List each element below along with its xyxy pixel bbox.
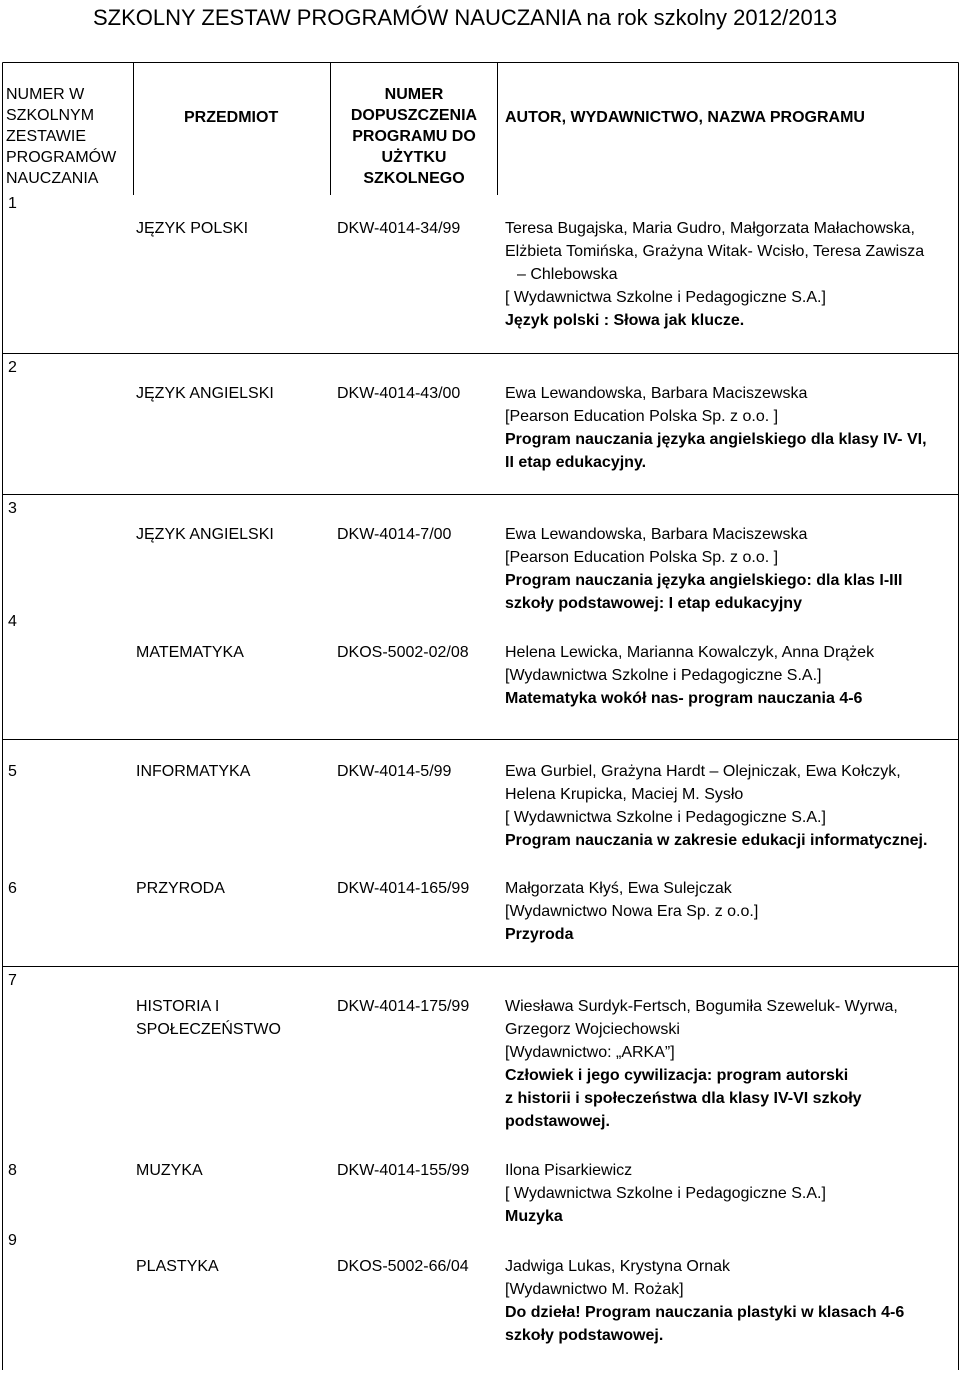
row-code: DKW-4014-34/99 bbox=[337, 220, 461, 237]
row-author-line: Jadwiga Lukas, Krystyna Ornak bbox=[505, 1258, 730, 1275]
header-text: NAUCZANIA bbox=[6, 170, 99, 187]
row-program: Muzyka bbox=[505, 1208, 563, 1225]
row-program: Do dzieła! Program nauczania plastyki w klasach 4-6 bbox=[505, 1304, 905, 1321]
page-title: SZKOLNY ZESTAW PROGRAMÓW NAUCZANIA na rok szkolny 2012/2013 bbox=[93, 5, 838, 30]
header-col-code bbox=[340, 84, 488, 189]
row-subject: JĘZYK ANGIELSKI bbox=[136, 385, 274, 402]
row-author-line: Teresa Bugajska, Maria Gudro, Małgorzata Małachowska, bbox=[505, 220, 915, 237]
row-code: DKW-4014-5/99 bbox=[337, 763, 452, 780]
row-subject: JĘZYK ANGIELSKI bbox=[136, 526, 274, 543]
header-col-number bbox=[6, 84, 117, 189]
row-subject: MUZYKA bbox=[136, 1162, 203, 1179]
row-number: 5 bbox=[8, 763, 17, 780]
row-publisher: [Wydawnictwa Szkolne i Pedagogiczne S.A.] bbox=[505, 667, 822, 684]
header-text: NUMER bbox=[384, 86, 444, 103]
row-author-line: Ewa Lewandowska, Barbara Maciszewska bbox=[505, 385, 808, 402]
row-number: 1 bbox=[8, 195, 17, 212]
row-program: Język polski : Słowa jak klucze. bbox=[505, 312, 745, 329]
row-program: Przyroda bbox=[505, 926, 574, 943]
header-text: ZESTAWIE bbox=[6, 128, 86, 145]
row-publisher: [Wydawnictwo Nowa Era Sp. z o.o.] bbox=[505, 903, 759, 920]
row-code: DKW-4014-7/00 bbox=[337, 526, 452, 543]
header-col-author: AUTOR, WYDAWNICTWO, NAZWA PROGRAMU bbox=[505, 109, 865, 126]
header-text: PROGRAMÓW bbox=[6, 149, 117, 166]
row-program: szkoły podstawowej: I etap edukacyjny bbox=[505, 595, 802, 612]
row-subject: MATEMATYKA bbox=[136, 644, 244, 661]
header-text: PROGRAMU DO bbox=[352, 128, 476, 145]
row-publisher: [Pearson Education Polska Sp. z o.o. ] bbox=[505, 408, 779, 425]
row-code: DKW-4014-43/00 bbox=[337, 385, 461, 402]
row-author-line: Ewa Gurbiel, Grażyna Hardt – Olejniczak, Ewa Kołczyk, bbox=[505, 763, 901, 780]
row-publisher: [ Wydawnictwa Szkolne i Pedagogiczne S.A.] bbox=[505, 809, 826, 826]
row-author-line: Grzegorz Wojciechowski bbox=[505, 1021, 680, 1038]
row-author-line: Ilona Pisarkiewicz bbox=[505, 1162, 633, 1179]
row-number: 9 bbox=[8, 1232, 17, 1249]
row-author-line: Elżbieta Tomińska, Grażyna Witak- Wcisło, Teresa Zawisza bbox=[505, 243, 925, 260]
row-publisher: [Wydawnictwo: „ARKA”] bbox=[505, 1044, 675, 1061]
row-number: 4 bbox=[8, 613, 17, 630]
row-code: DKW-4014-165/99 bbox=[337, 880, 470, 897]
header-col-subject: PRZEDMIOT bbox=[184, 109, 279, 126]
header-text: DOPUSZCZENIA bbox=[350, 107, 478, 124]
row-program: podstawowej. bbox=[505, 1113, 610, 1130]
row-publisher: [ Wydawnictwa Szkolne i Pedagogiczne S.A.] bbox=[505, 289, 826, 306]
row-code: DKOS-5002-66/04 bbox=[337, 1258, 469, 1275]
row-code: DKW-4014-155/99 bbox=[337, 1162, 470, 1179]
row-publisher: [ Wydawnictwa Szkolne i Pedagogiczne S.A.] bbox=[505, 1185, 826, 1202]
row-number: 7 bbox=[8, 972, 17, 989]
header-text: NUMER W bbox=[6, 86, 85, 103]
row-program: II etap edukacyjny. bbox=[505, 454, 647, 471]
row-program: Program nauczania języka angielskiego dla klasy IV- VI, bbox=[505, 431, 927, 448]
row-publisher: [Wydawnictwo M. Rożak] bbox=[505, 1281, 684, 1298]
header-text: SZKOLNEGO bbox=[363, 170, 465, 187]
row-program: Program nauczania w zakresie edukacji informatycznej. bbox=[505, 832, 928, 849]
row-code: DKOS-5002-02/08 bbox=[337, 644, 469, 661]
row-author-line: Ewa Lewandowska, Barbara Maciszewska bbox=[505, 526, 808, 543]
row-number: 8 bbox=[8, 1162, 17, 1179]
row-code: DKW-4014-175/99 bbox=[337, 998, 470, 1015]
row-subject: PLASTYKA bbox=[136, 1258, 219, 1275]
row-number: 2 bbox=[8, 359, 17, 376]
row-author-line: Małgorzata Kłyś, Ewa Sulejczak bbox=[505, 880, 732, 897]
row-author-line: Helena Lewicka, Marianna Kowalczyk, Anna Drążek bbox=[505, 644, 875, 661]
row-number: 6 bbox=[8, 880, 17, 897]
row-program: Człowiek i jego cywilizacja: program autorski bbox=[505, 1067, 849, 1084]
row-program: szkoły podstawowej. bbox=[505, 1327, 664, 1344]
row-program: Matematyka wokół nas- program nauczania 4-6 bbox=[505, 690, 863, 707]
row-subject: HISTORIA I bbox=[136, 998, 220, 1015]
row-subject: JĘZYK POLSKI bbox=[136, 220, 249, 237]
header-text: SZKOLNYM bbox=[6, 107, 95, 124]
row-publisher: [Pearson Education Polska Sp. z o.o. ] bbox=[505, 549, 779, 566]
row-author-line: Helena Krupicka, Maciej M. Sysło bbox=[505, 786, 744, 803]
row-subject: PRZYRODA bbox=[136, 880, 225, 897]
row-program: z historii i społeczeństwa dla klasy IV-VI szkoły bbox=[505, 1090, 862, 1107]
row-author-line: – Chlebowska bbox=[517, 266, 618, 283]
row-program: Program nauczania języka angielskiego: dla klas I-III bbox=[505, 572, 903, 589]
row-author-line: Wiesława Surdyk-Fertsch, Bogumiła Szeweluk- Wyrwa, bbox=[505, 998, 898, 1015]
row-number: 3 bbox=[8, 500, 17, 517]
row-subject: INFORMATYKA bbox=[136, 763, 251, 780]
row-subject: SPOŁECZEŃSTWO bbox=[136, 1021, 281, 1038]
header-text: UŻYTKU bbox=[381, 149, 447, 166]
